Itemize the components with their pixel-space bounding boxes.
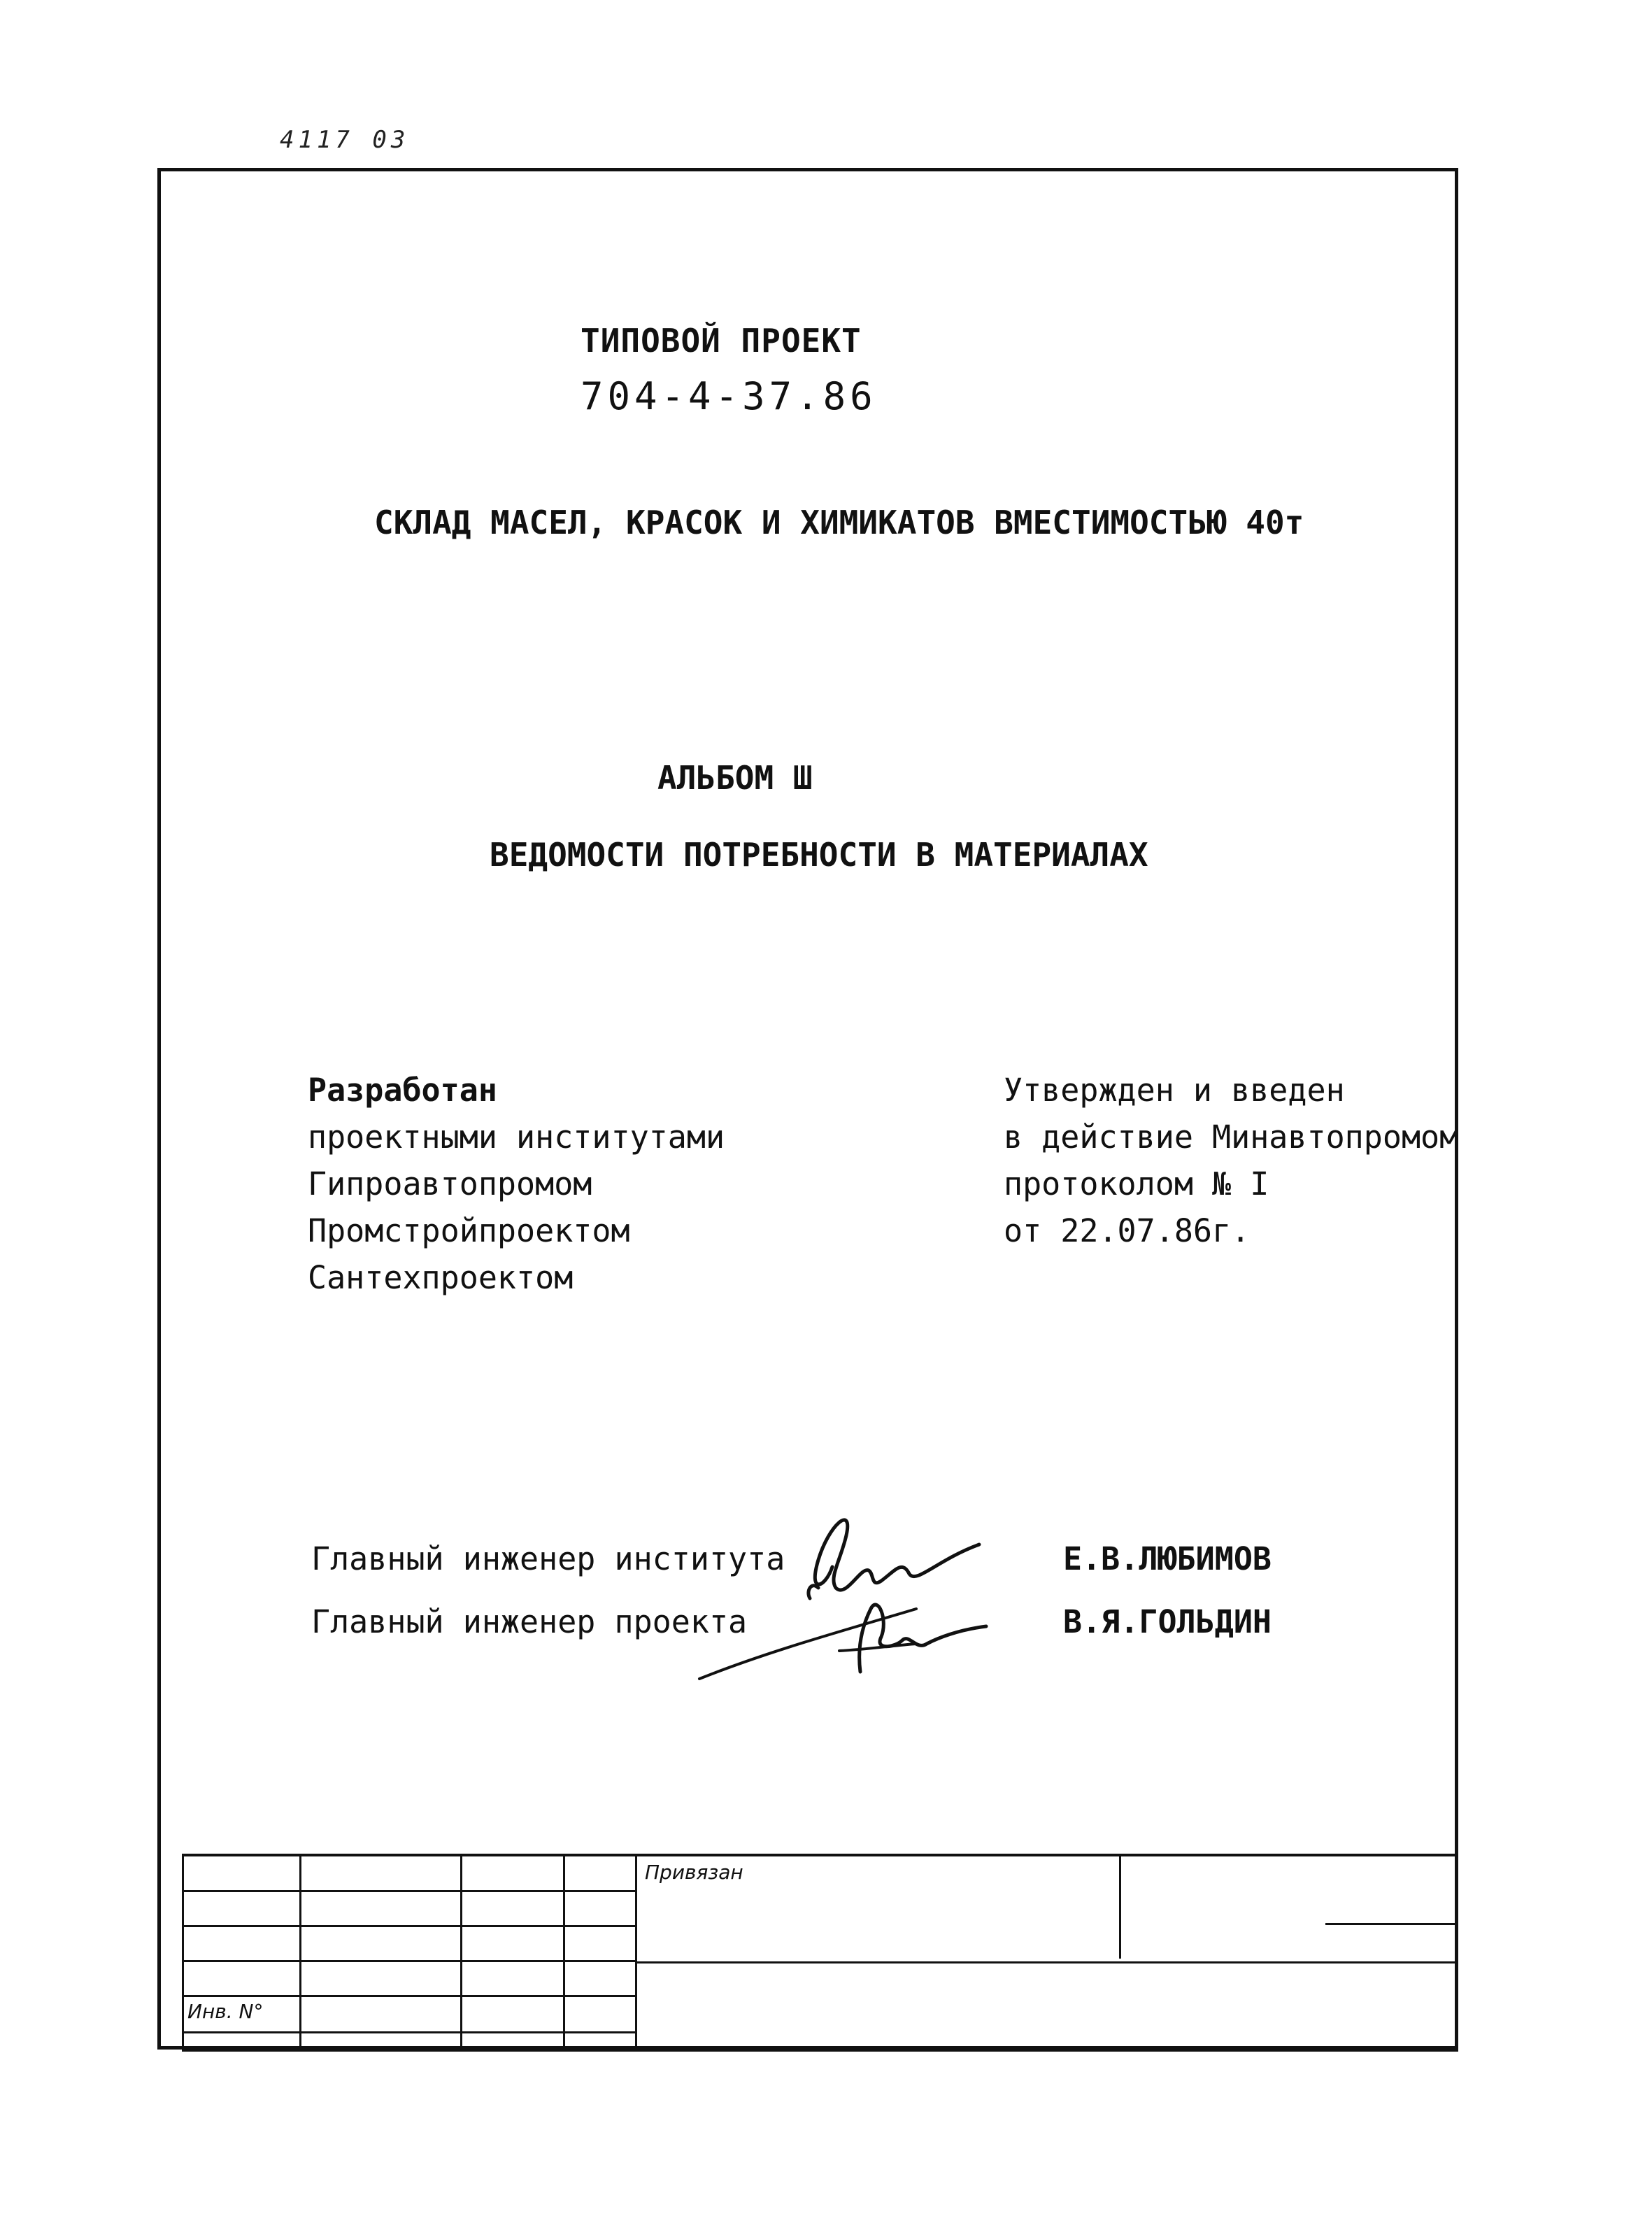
project-label: ТИПОВОЙ ПРОЕКТ: [581, 322, 862, 360]
document-title: СКЛАД МАСЕЛ, КРАСОК И ХИМИКАТОВ ВМЕСТИМОСТЬЮ 40т: [374, 504, 1304, 541]
stamp-grid-row: [182, 1995, 635, 1997]
signature-role-2: Главный инженер проекта: [311, 1603, 748, 1640]
stamp-border-bottom: [182, 2050, 1458, 2052]
developed-by-line: Промстройпроектом: [308, 1212, 630, 1249]
stamp-border-right: [1456, 1856, 1458, 2050]
stamp-short-line: [1325, 1923, 1458, 1925]
stamp-grid-row: [182, 2031, 635, 2033]
signature-name-2: В.Я.ГОЛЬДИН: [1063, 1603, 1272, 1640]
stamp-grid-line: [635, 1856, 637, 2050]
project-number: 704-4-37.86: [581, 374, 877, 418]
stamp-border-left: [182, 1856, 184, 2050]
approval-line: в действие Минавтопромом: [1004, 1118, 1459, 1156]
developed-by-block: [308, 1067, 725, 1301]
developed-by-line: Сантехпроектом: [308, 1259, 574, 1296]
approval-line: от 22.07.86г.: [1004, 1212, 1251, 1249]
tied-label: Привязан: [645, 1861, 743, 1884]
stamp-grid-line: [460, 1856, 462, 2050]
signature-name-1: Е.В.ЛЮБИМОВ: [1063, 1540, 1272, 1577]
stamp-divider-vertical: [1119, 1856, 1121, 1959]
title-block-stamp: [182, 1854, 1458, 2050]
album-title: ВЕДОМОСТИ ПОТРЕБНОСТИ В МАТЕРИАЛАХ: [490, 836, 1148, 874]
handwritten-signatures-icon: [685, 1483, 1007, 1693]
approval-line: протоколом № I: [1004, 1165, 1269, 1202]
stamp-grid-line: [299, 1856, 301, 2050]
stamp-grid-row: [182, 1960, 635, 1962]
inventory-number-label: Инв. N°: [187, 2000, 264, 2023]
stamp-grid-row: [182, 1925, 635, 1927]
archive-number-note: 4117 03: [280, 126, 410, 154]
stamp-grid-row: [182, 1890, 635, 1892]
developed-by-line: Гипроавтопромом: [308, 1165, 592, 1202]
stamp-divider: [635, 1961, 1458, 1963]
signature-role-1: Главный инженер института: [311, 1540, 785, 1577]
approval-block: [1004, 1067, 1458, 1254]
stamp-grid-line: [563, 1856, 565, 2050]
developed-by-line: Разработан: [308, 1072, 497, 1109]
album-number: АЛЬБОМ Ш: [657, 759, 813, 797]
developed-by-line: проектными институтами: [308, 1118, 725, 1156]
approval-line: Утвержден и введен: [1004, 1072, 1345, 1109]
